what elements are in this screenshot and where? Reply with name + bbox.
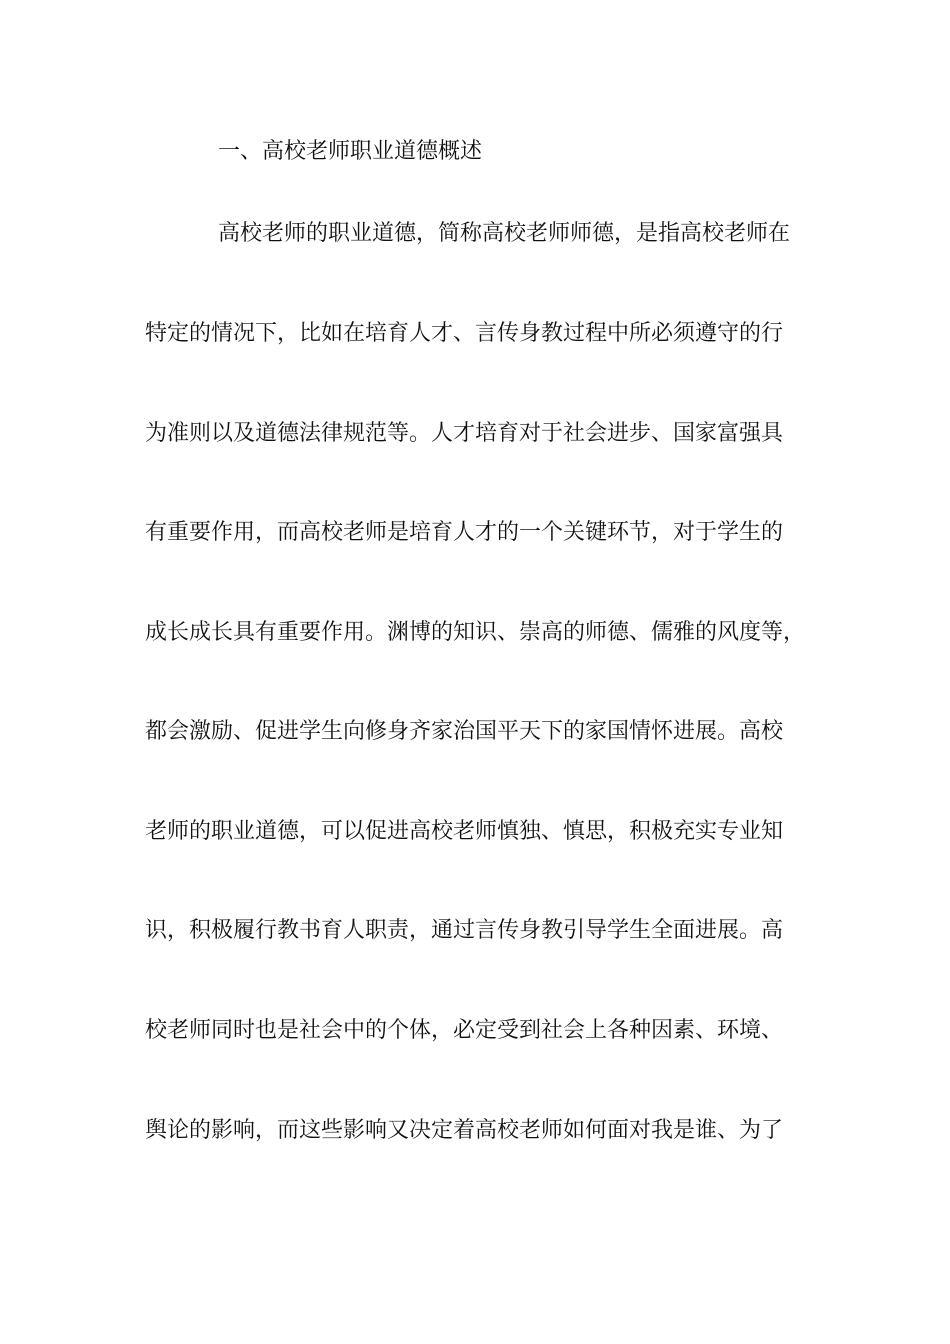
paragraph-line-5: 成长成长具有重要作用。渊博的知识、崇高的师德、儒雅的风度等， <box>145 620 806 645</box>
paragraph-line-3: 为准则以及道德法律规范等。人才培育对于社会进步、国家富强具 <box>145 421 784 446</box>
paragraph-line-7: 老师的职业道德，可以促进高校老师慎独、慎思，积极充实专业知 <box>145 819 784 844</box>
paragraph-line-10: 舆论的影响，而这些影响又决定着高校老师如何面对我是谁、为了 <box>145 1118 784 1143</box>
paragraph-line-8: 识，积极履行教书育人职责，通过言传身教引导学生全面进展。高 <box>145 918 784 943</box>
paragraph-line-1: 高校老师的职业道德，简称高校老师师德，是指高校老师在 <box>218 221 791 246</box>
paragraph-line-2: 特定的情况下，比如在培育人才、言传身教过程中所必须遵守的行 <box>145 321 784 346</box>
section-heading: 一、高校老师职业道德概述 <box>218 139 483 164</box>
paragraph-line-6: 都会激励、促进学生向修身齐家治国平天下的家国情怀进展。高校 <box>145 719 784 744</box>
paragraph-line-9: 校老师同时也是社会中的个体，必定受到社会上各种因素、环境、 <box>145 1018 784 1043</box>
paragraph-line-4: 有重要作用，而高校老师是培育人才的一个关键环节，对于学生的 <box>145 520 784 545</box>
